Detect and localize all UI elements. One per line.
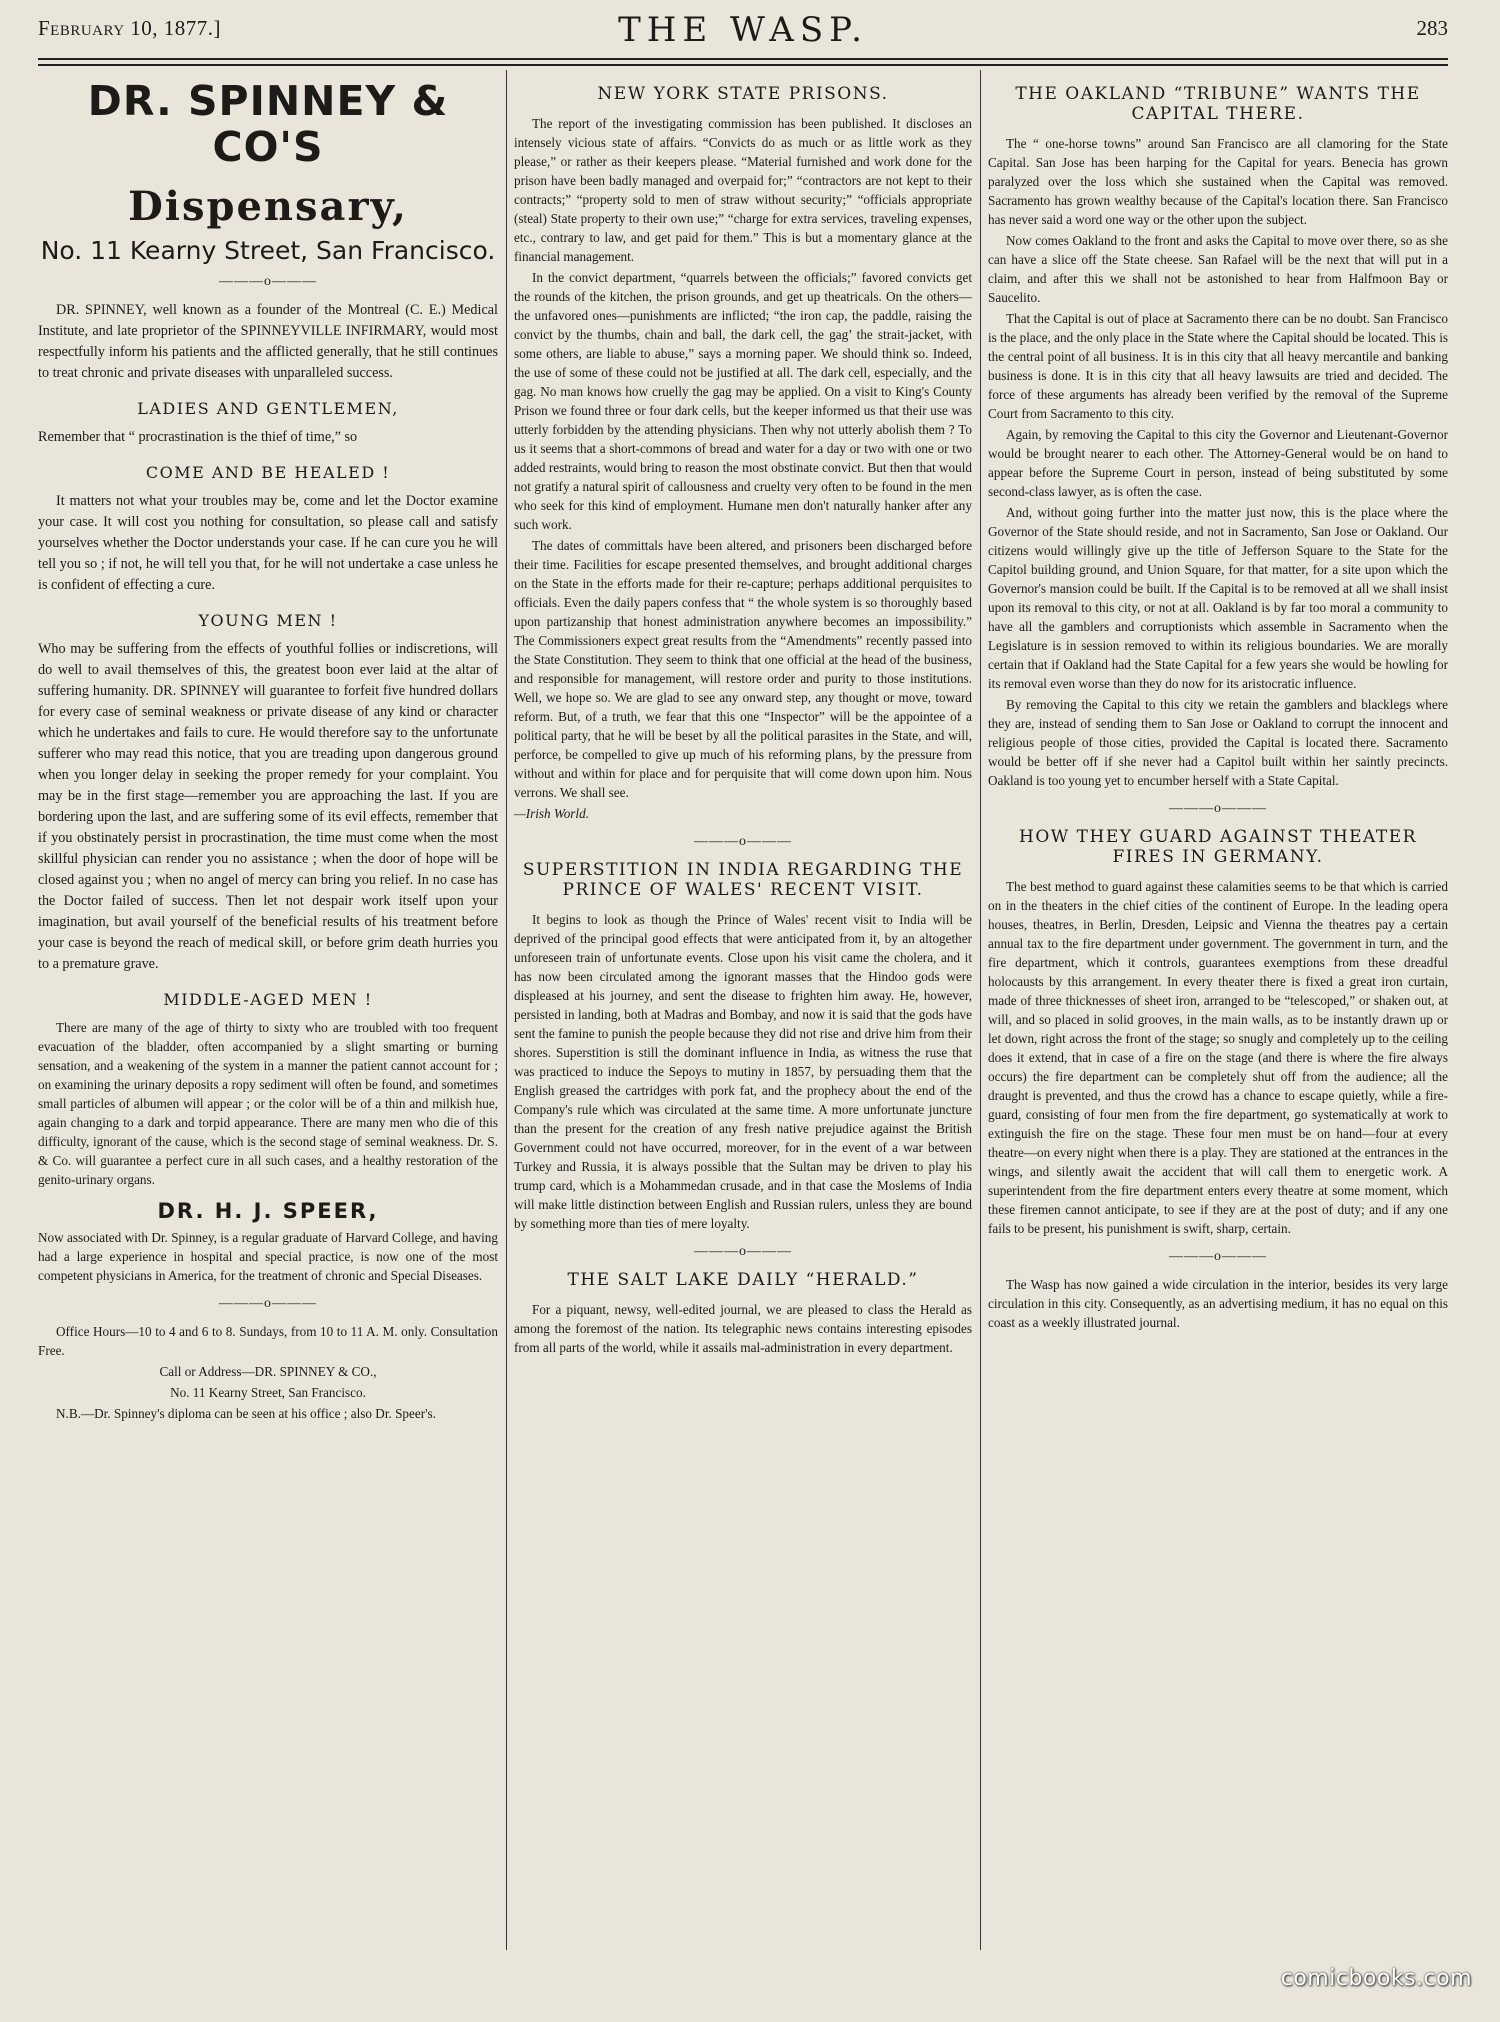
tribune-paragraph: And, without going further into the matter just now, this is the place where the Governor of the State should reside, and not in Sacramento, San Jose or Oakland. Our citizens would willingly give up the title of Jefferson Square to the State for the Capitol building ground, and Union Square, for that matter, for a site upon which the Governor's mansion could be built. If the Capital is to be removed at all we shall insist upon its removal to this city, or not at all. Oakland is by far too moral a community to have all the gamblers and corruptionists which assemble in Sacramento when the Legislature is in session removed to within its religious boundaries. We are morally certain that if Oakland had the State Capital for a few years she would be howling for its removal even worse than they do now for its aristocratic influence. [988,505,1448,691]
header-rule-bottom [38,64,1448,66]
prisons-headline: NEW YORK STATE PRISONS. [597,84,889,104]
ad-title: DR. SPINNEY & CO'S [87,77,449,171]
tribune-paragraph: Now comes Oakland to the front and asks the Capital to move over there, so as she can have a slice off the State cheese. San Rafael will be the next that will put in a claim, and after this we shall not be astonished to hear from Halfmoon Bay or Saucelito. [988,233,1448,305]
nota-bene: N.B.—Dr. Spinney's diploma can be seen at his office ; also Dr. Speer's. [56,1406,436,1421]
ad-address: No. 11 Kearny Street, San Francisco. [40,236,496,265]
separator: ———o——— [219,1296,317,1311]
header-rule-top [38,58,1448,60]
tribune-paragraph: Again, by removing the Capital to this city the Governor and Lieutenant-Governor would be brought nearer to each other. The Attorney-General would be on hand to appear before the Supreme Court in person, instead of being substituted by some second-class lawyer, as is often the case. [988,427,1448,499]
column-middle [514,78,972,1359]
herald-headline: THE SALT LAKE DAILY “HERALD.” [567,1270,919,1290]
column-divider-2 [980,70,981,1950]
speer-heading: DR. H. J. SPEER, [157,1199,379,1223]
separator: ———o——— [1169,1249,1267,1264]
column-advertisement [38,78,498,1425]
ad-intro: DR. SPINNEY, well known as a founder of the Montreal (C. E.) Medical Institute, and late proprietor of the SPINNEYVILLE INFIRMARY, would most respectfully inform his patients and the afflicted generally, that he still continues to treat chronic and private diseases with unparalleled success. [38,302,498,381]
tribune-paragraph: By removing the Capital to this city we retain the gamblers and blacklegs where they are, instead of sending them to San Jose or Oakland to corrupt the innocent and religious people of those cities, provided the Capital is located there. Sacramento would be better off if she never had a Capitol built within her saintly precincts. Oakland is too young yet to encumber herself with a State Capital. [988,697,1448,788]
ladies-text: Remember that “ procrastination is the thief of time,” so [38,429,358,445]
ad-dispensary: Dispensary, [128,183,408,230]
herald-paragraph: For a piquant, newsy, well-edited journal, we are pleased to class the Herald as among the foremost of the nation. Its telegraphic news contains interesting episodes from all parts of the world, while it assails mal-administration in every department. [514,1302,972,1355]
theater-paragraph: The best method to guard against these calamities seems to be that which is carried on in the theaters in the chief cities of the continent of Europe. In the leading opera houses, theatres, in Berlin, Dresden, Leipsic and Vienna the theatres pay a certain annual tax to the fire department under government. The government in turn, and the fire department, which it controls, guarantees exemptions from these dreadful holocausts by this arrangement. In every theater there is fixed a great iron curtain, made of three thicknesses of sheet iron, arranged to be “telescoped,” or shaken out, at will, and so placed in solid grooves, in the main walls, as to be instantly drawn up or let down, right across the front of the stage; so snugly and completely up to the ceiling does it extend, that in case of a fire on the stage (and there is where the fire always occurs) the fire department can be completely shut off from the audience; all the draught is prevented, and thus the crowd has a chance to escape quietly, while a fire-guard, consisting of four men from the fire department, go systematically at work to extinguish the fire on the stage. These four men must be on hand—four at every theatre—on every night when there is a play. They are stationed at the entrances in the wings, and silently await the accident that will call them to energetic work. A superintendent from the fire department enters every theatre at some moment, which these firemen cannot anticipate, to see if they are at the post of duty; and if any one fails to be present, his punishment is swift, sharp, certain. [988,879,1448,1236]
prisons-paragraph: The dates of committals have been altered, and prisoners been discharged before their time. Facilities for escape presented themselves, and brought additional charges on the State in the efforts made for their re-capture; perhaps additional perquisites to officials. Even the daily papers confess that “ the whole system is so thoroughly based upon partizanship that honest administration anywhere becomes an impossibility.” The Commissioners expect great results from the “Amendments” recently passed into the State Constitution. They seem to think that one official at the head of the business, and responsible for management, will restore order and purity to those institutions. Well, we hope so. We are glad to see any onward step, any thought or move, toward reform. But, of a truth, we fear that this one “Inspector” will be the appointee of a political party, that he will be beset by all the political parasites in the State, and will, perforce, be compelled to give up much of his reforming plans, by the pressure from without and within for place and for perquisite that will come down upon him. Nous verrons. We shall see. [514,538,972,800]
wasp-notice: The Wasp has now gained a wide circulation in the interior, besides its very large circulation in this city. Consequently, as an advertising medium, it has no equal on this coast as a weekly illustrated journal. [988,1277,1448,1330]
separator: ———o——— [694,1244,792,1259]
middle-aged-heading: MIDDLE-AGED MEN ! [163,990,373,1009]
prisons-paragraph: The report of the investigating commission has been published. It discloses an intensely vicious state of affairs. “Convicts do as much or as little work as they please,” or rather as their keepers please. “Material furnished and work done for the prison have been badly managed and overpaid for;” “contractors are not kept to their contracts;” “property sold to men of straw without security;” “officials appropriate (steal) State property to their own use;” “charge for extra services, traveling expenses, etc., contrary to law, and get paid for them.” This is but a momentary glance at the financial management. [514,116,972,264]
tribune-paragraph: The “ one-horse towns” around San Francisco are all clamoring for the State Capital. San Jose has been harping for the Capital for years. Benecia has grown paralyzed over the loss which she sustained when the Capital was removed. Sacramento has grown wealthy because of the Capital's location there. San Francisco has never said a word one way or the other upon the subject. [988,136,1448,227]
call-street: No. 11 Kearny Street, San Francisco. [170,1385,366,1400]
issue-date: February 10, 1877.] [38,16,222,40]
tribune-headline: THE OAKLAND “TRIBUNE” WANTS THE CAPITAL THERE. [1015,84,1421,124]
masthead-title: THE WASP. [618,10,868,50]
office-hours: Office Hours—10 to 4 and 6 to 8. Sundays, from 10 to 11 A. M. only. Consultation Free. [38,1324,498,1358]
theater-headline: HOW THEY GUARD AGAINST THEATER FIRES IN GERMANY. [1019,827,1417,867]
column-divider-1 [506,70,507,1950]
ladies-heading: LADIES AND GENTLEMEN, [137,399,399,418]
watermark: comicbooks.com [1280,1966,1472,1991]
separator: ———o——— [219,274,317,289]
come-heading: COME AND BE HEALED ! [145,463,391,482]
india-headline: SUPERSTITION IN INDIA REGARDING THE PRINCE OF WALES' RECENT VISIT. [522,860,964,900]
india-paragraph: It begins to look as though the Prince of Wales' recent visit to India will be deprived of the principal good effects that were anticipated from it, by an altogether unforeseen train of unfortunate events. Close upon his visit came the cholera, and it has now been circulated among the ignorant masses that the Hindoo gods were displeased at his journey, and sent the disease to frighten him away. He, however, persisted in landing, both at Madras and Bombay, and now it is said that the gods have sent the famine to punish the people because they did not rise and drive him from their shores. Superstition is still the dominant influence in India, as witness the ruse that was practiced to induce the Sepoys to mutiny in 1857, by persuading them that the English greased the cartridges with pork fat, and the prophecy about the end of the Company's rule which was circulated at the same time. A more unfortunate juncture than the present for the creation of any fresh native prejudice against the British Government could not have occurred, moreover, for in the event of a war between Turkey and Russia, it is always possible that the Sultan may be driven to play his trump card, which is a Mohammedan crusade, and in that case the Moslems of India will make little distinction between English and Russian rulers, unless they are bound by something more than ties of mere loyalty. [514,912,972,1231]
call-address: Call or Address—DR. SPINNEY & CO., [159,1364,377,1379]
speer-text: Now associated with Dr. Spinney, is a regular graduate of Harvard College, and having had a large experience in hospital and special practice, is now one of the most competent physicians in America, for the treatment of chronic and Special Diseases. [38,1230,498,1283]
prisons-source: —Irish World. [514,806,589,821]
page-number: 283 [1416,16,1448,40]
tribune-paragraph: That the Capital is out of place at Sacramento there can be no doubt. San Francisco is the place, and the only place in the State where the Capital should be located. This is the central point of all business. It is in this city that all heavy mercantile and banking business is done. It is in this city that all heavy lawsuits are tried and decided. The force of these arguments has already been verified by the removal of the Supreme Court from Sacramento to this city. [988,311,1448,421]
young-men-text: Who may be suffering from the effects of youthful follies or indiscretions, will do well to avail themselves of this, the greatest boon ever laid at the altar of suffering humanity. DR. SPINNEY will guarantee to forfeit five hundred dollars for every case of seminal weakness or private disease of any kind or character which he undertakes and fails to cure. He would therefore say to the unfortunate sufferer who may read this notice, that you are treading upon dangerous ground when you longer delay in seeking the proper remedy for your complaint. You may be in the first stage—remember you are approaching the last. If you are bordering upon the last, and are suffering some of its evil effects, remember that if you obstinately persist in procrastination, the time must come when the most skillful physician can render you no assistance ; when the door of hope will be closed against you ; when no angel of mercy can bring you relief. In no case has the Doctor failed of success. Then let not despair work itself upon your imagination, but avail yourself of the beneficial results of his treatment before your case is beyond the reach of medical skill, or before grim death hurries you to a premature grave. [38,641,498,972]
come-text: It matters not what your troubles may be, come and let the Doctor examine your case. It will cost you nothing for consultation, so please call and satisfy yourselves whether the Doctor understands your case. If he can cure you he will tell you so ; if not, he will tell you that, for he will not undertake a case unless he is confident of effecting a cure. [38,493,498,593]
middle-aged-text: There are many of the age of thirty to sixty who are troubled with too frequent evacuation of the bladder, often accompanied by a slight smarting or burning sensation, and a weakening of the system in a manner the patient cannot account for ; on examining the urinary deposits a ropy sediment will often be found, and sometimes small particles of albumen will appear ; or the color will be of a thin and milkish hue, again changing to a dark and torpid appearance. There are many men who die of this difficulty, ignorant of the cause, which is the second stage of seminal weakness. Dr. S. & Co. will guarantee a perfect cure in all such cases, and a healthy restoration of the genito-urinary organs. [38,1020,498,1187]
separator: ———o——— [1169,801,1267,816]
young-men-heading: YOUNG MEN ! [198,611,338,630]
separator: ———o——— [694,834,792,849]
prisons-paragraph: In the convict department, “quarrels between the officials;” favored convicts get the rounds of the kitchen, the prison grounds, and get up theatricals. On the others—the unfavored ones—punishments are inflicted; “the iron cap, the paddle, raising the convict by the thumbs, chain and ball, the dark cell, the gag’ the strait-jacket, with some others, are liable to abuse,” says a morning paper. We should think so. Indeed, the use of some of these could not be justified at all. The dark cell, especially, and the gag. No man knows how cruelly the gag may be applied. On a visit to King's County Prison we found three or four dark cells, but the keeper informed us that their use was utterly forbidden by the attending physicians. Then why not utterly abolish them ? To us it seems that a short-commons of bread and water for a day or two with one or two added restraints, would bring to reason the most obstinate convict. But then that would not gratify a natural spirit of callousness and cruelty very often to be found in the men who seek for this kind of employment. Humane men don't naturally hanker after any such work. [514,270,972,532]
page-header [38,10,1448,50]
column-right [988,78,1448,1334]
